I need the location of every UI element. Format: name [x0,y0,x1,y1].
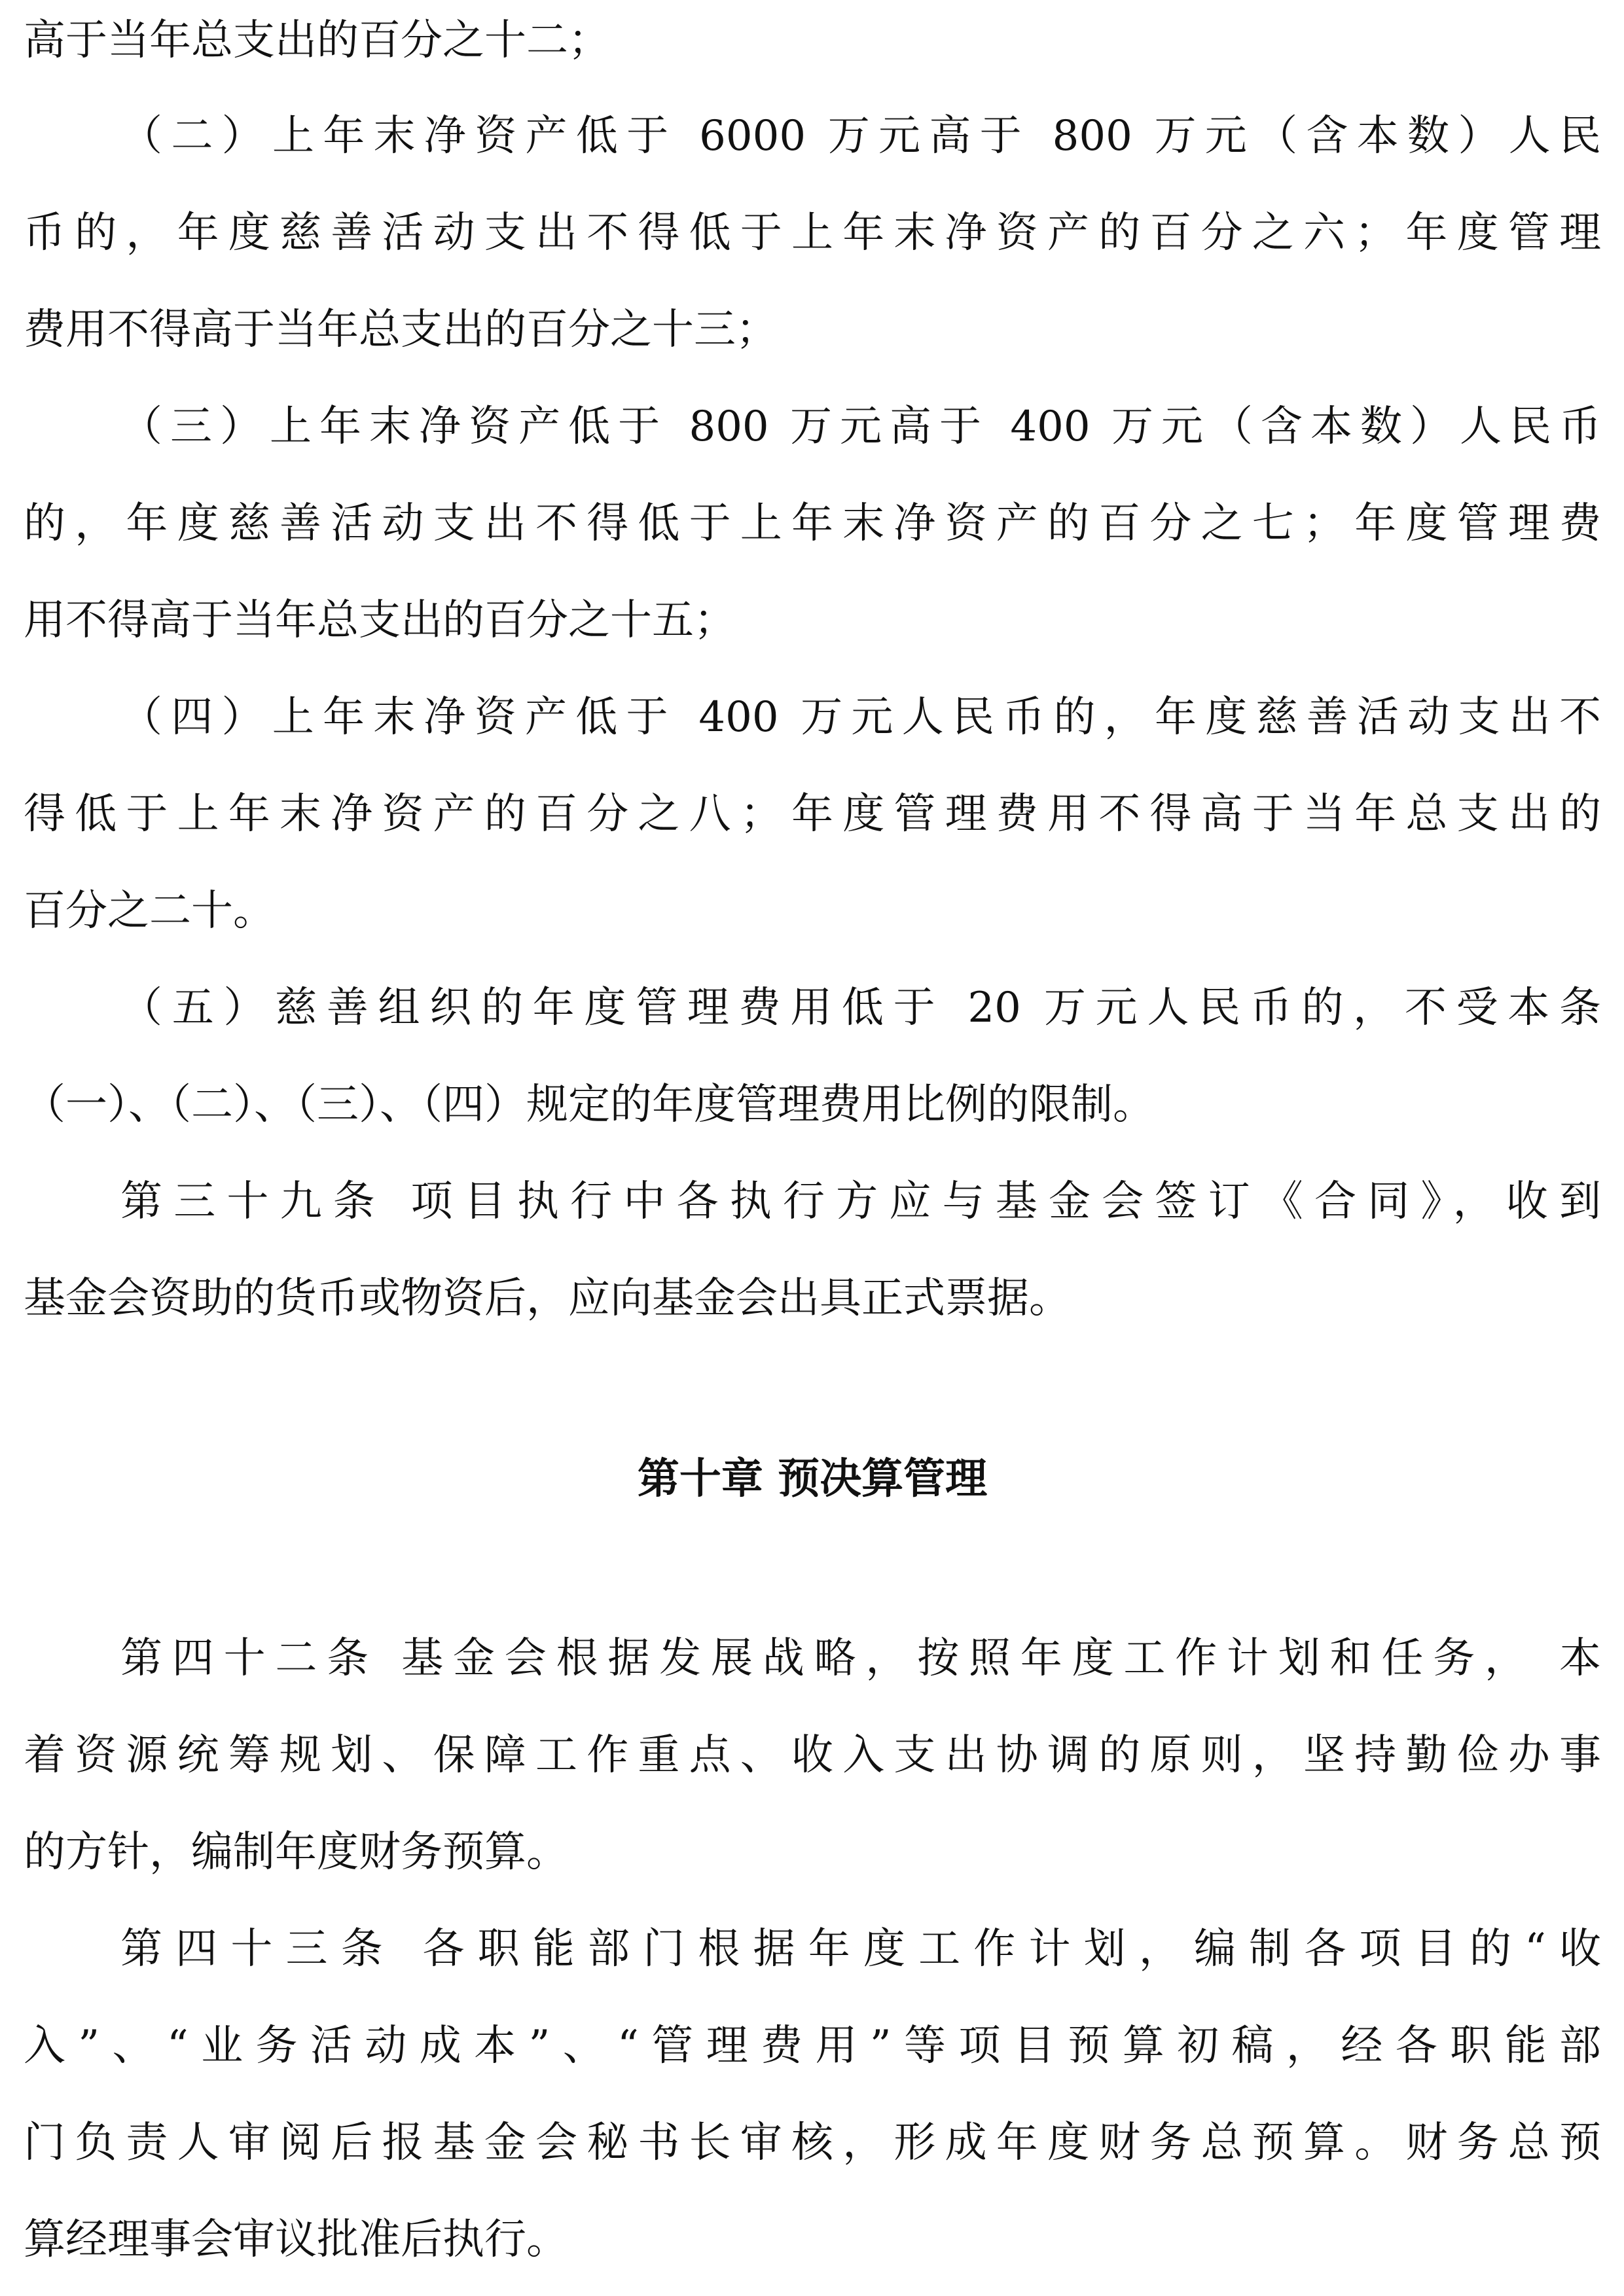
text-line: （三）上年末净资产低于 800 万元高于 400 万元（含本数）人民币 [120,403,1601,451]
text-line: 得低于上年末净资产的百分之八；年度管理费用不得高于当年总支出的 [24,790,1601,838]
text-line: 入”、“业务活动成本”、“管理费用”等项目预算初稿，经各职能部 [24,2022,1601,2070]
text-line: （二）上年末净资产低于 6000 万元高于 800 万元（含本数）人民 [120,112,1601,160]
text-line: 第四十二条 基金会根据发展战略，按照年度工作计划和任务， 本 [120,1634,1601,1683]
text-line: 第三十九条 项目执行中各执行方应与基金会签订《合同》，收到 [120,1177,1601,1226]
text-line: （四）上年末净资产低于 400 万元人民币的，年度慈善活动支出不 [120,693,1601,742]
text-line: 高于当年总支出的百分之十二； [24,16,610,65]
text-line: （五）慈善组织的年度管理费用低于 20 万元人民币的，不受本条 [120,984,1601,1032]
text-line: 的方针，编制年度财务预算。 [24,1828,568,1876]
text-line: 基金会资助的货币或物资后，应向基金会出具正式票据。 [24,1274,1071,1323]
text-line: 算经理事会审议批准后执行。 [24,2215,568,2264]
text-line: 用不得高于当年总支出的百分之十五； [24,596,736,645]
text-line: 百分之二十。 [24,887,275,935]
text-line: 第四十三条 各职能部门根据年度工作计划，编制各项目的“收 [120,1925,1601,1973]
text-line: 的，年度慈善活动支出不得低于上年末净资产的百分之七；年度管理费 [24,499,1601,548]
text-line: （一）、（二）、（三）、（四）规定的年度管理费用比例的限制。 [24,1081,1155,1129]
text-line: 着资源统筹规划、保障工作重点、收入支出协调的原则，坚持勤俭办事 [24,1731,1601,1780]
text-line: 费用不得高于当年总支出的百分之十三； [24,306,778,354]
text-line: 币的，年度慈善活动支出不得低于上年末净资产的百分之六；年度管理 [24,209,1601,257]
text-line: 门负责人审阅后报基金会秘书长审核，形成年度财务总预算。财务总预 [24,2119,1601,2167]
chapter-heading: 第十章 预决算管理 [637,1455,988,1503]
